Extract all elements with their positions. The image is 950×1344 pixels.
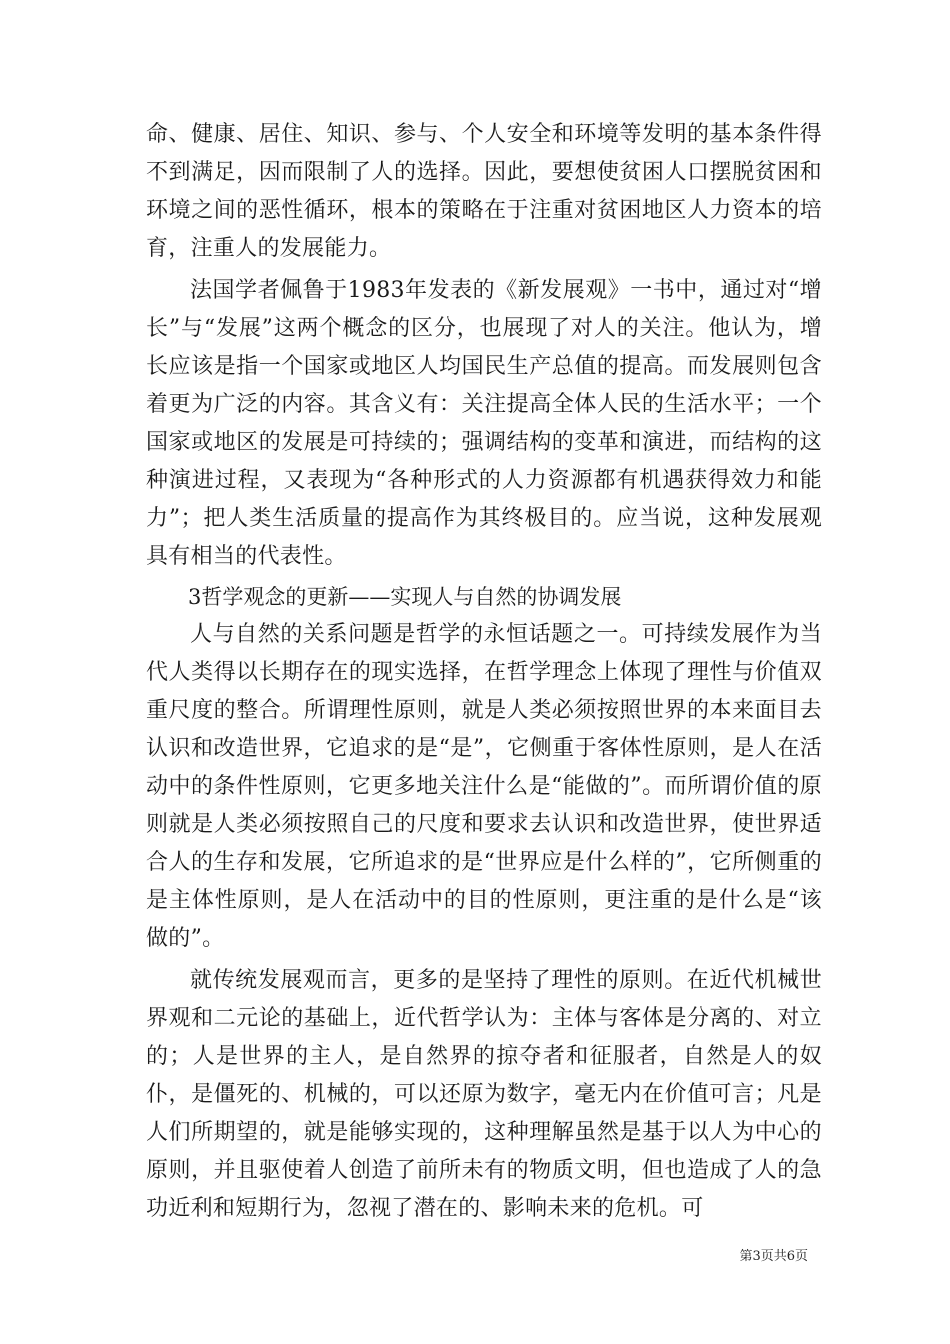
page-number: 第3页共6页: [739, 1249, 808, 1264]
document-body: [146, 116, 822, 1228]
paragraph-traditional-view: 就传统发展观而言，更多的是坚持了理性的原则。在近代机械世界观和二元论的基础上，近代哲学认为：主体与客体是分离的、对立的；人是世界的主人，是自然界的掠夺者和征服者，自然是人的奴仆，是僵死的、机械的，可以还原为数字，毫无内在价值可言；凡是人们所期望的，就是能够实现的，这种理解虽然是基于以人为中心的原则，并且驱使着人创造了前所未有的物质文明，但也造成了人的急功近利和短期行为，忽视了潜在的、影响未来的危机。可: [146, 968, 822, 1221]
paragraph-continuation: 命、健康、居住、知识、参与、个人安全和环境等发明的基本条件得不到满足，因而限制了人的选择。因此，要想使贫困人口摆脱贫困和环境之间的恶性循环，根本的策略在于注重对贫困地区人力资本的培育，注重人的发展能力。: [146, 122, 822, 261]
paragraph-perroux: 法国学者佩鲁于1983年发表的《新发展观》一书中，通过对“增长”与“发展”这两个概念的区分，也展现了对人的关注。他认为，增长应该是指一个国家或地区人均国民生产总值的提高。而发展则包含着更为广泛的内容。其含义有：关注提高全体人民的生活水平；一个国家或地区的发展是可持续的；强调结构的变革和演进，而结构的这种演进过程，又表现为“各种形式的人力资源都有机遇获得效力和能力”；把人类生活质量的提高作为其终极目的。应当说，这种发展观具有相当的代表性。: [146, 278, 822, 569]
paragraph-philosophy: 人与自然的关系问题是哲学的永恒话题之一。可持续发展作为当代人类得以长期存在的现实选择，在哲学理念上体现了理性与价值双重尺度的整合。所谓理性原则，就是人类必须按照世界的本来面目去认识和改造世界，它追求的是“是”，它侧重于客体性原则，是人在活动中的条件性原则，它更多地关注什么是“能做的”。而所谓价值的原则就是人类必须按照自己的尺度和要求去认识和改造世界，使世界适合人的生存和发展，它所追求的是“世界应是什么样的”，它所侧重的是主体性原则，是人在活动中的目的性原则，更注重的是什么是“该做的”。: [146, 622, 822, 951]
section-heading: 3哲学观念的更新——实现人与自然的协调发展: [188, 585, 622, 609]
